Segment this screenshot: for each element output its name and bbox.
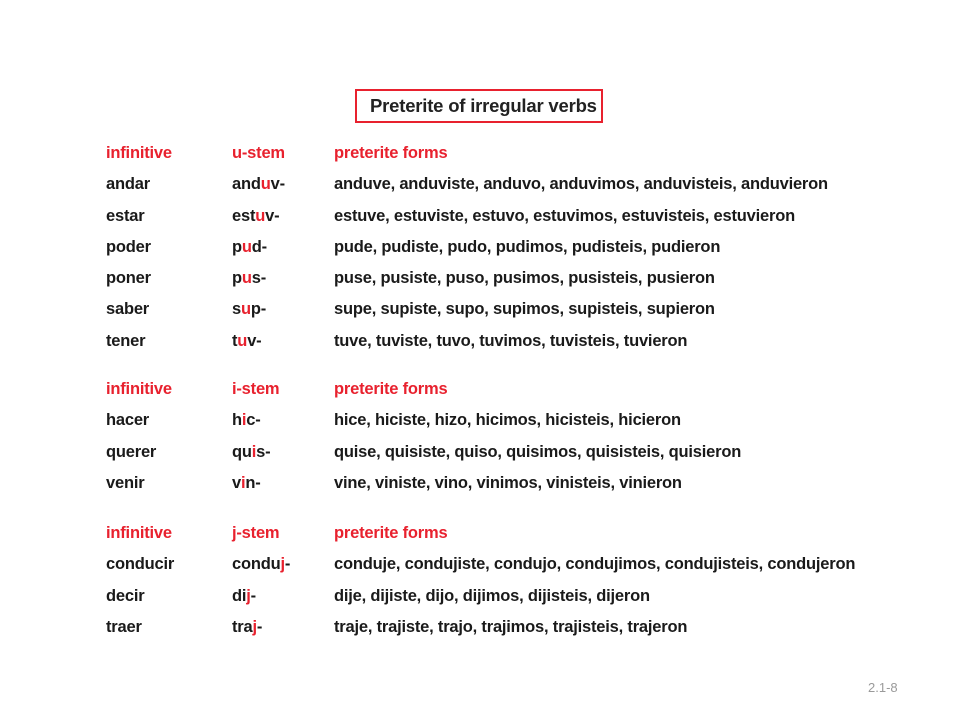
stem: sup-: [232, 300, 267, 319]
header-forms: preterite forms: [334, 380, 448, 398]
preterite-forms: supe, supiste, supo, supimos, supisteis, supieron: [334, 300, 715, 319]
header-stem: j-stem: [232, 524, 280, 542]
preterite-forms: puse, pusiste, puso, pusimos, pusisteis, pusieron: [334, 269, 715, 288]
stem: quis-: [232, 442, 271, 461]
stem: estuv-: [232, 206, 280, 225]
slide-title: Preterite of irregular verbs: [355, 89, 603, 123]
preterite-forms: tuve, tuviste, tuvo, tuvimos, tuvisteis, tuvieron: [334, 331, 688, 350]
header-stem: i-stem: [232, 380, 280, 398]
infinitive: conducir: [106, 555, 175, 574]
stem: vin-: [232, 473, 261, 492]
preterite-forms: conduje, condujiste, condujo, condujimos, condujisteis, condujeron: [334, 555, 856, 574]
stem: conduj-: [232, 555, 291, 574]
stem: pud-: [232, 237, 267, 256]
infinitive: saber: [106, 300, 150, 319]
stem: traj-: [232, 617, 263, 636]
infinitive: poner: [106, 269, 151, 288]
infinitive: andar: [106, 175, 150, 194]
infinitive: venir: [106, 473, 145, 492]
stem: hic-: [232, 411, 261, 430]
infinitive: decir: [106, 586, 145, 605]
infinitive: hacer: [106, 411, 150, 430]
infinitive: poder: [106, 237, 151, 256]
preterite-forms: traje, trajiste, trajo, trajimos, trajisteis, trajeron: [334, 617, 688, 636]
header-forms: preterite forms: [334, 524, 448, 542]
preterite-forms: anduve, anduviste, anduvo, anduvimos, anduvisteis, anduvieron: [334, 175, 828, 194]
stem: tuv-: [232, 331, 262, 350]
preterite-forms: estuve, estuviste, estuvo, estuvimos, estuvisteis, estuvieron: [334, 206, 795, 225]
infinitive: traer: [106, 617, 142, 636]
stem: anduv-: [232, 175, 285, 194]
header-stem: u-stem: [232, 144, 285, 162]
header-forms: preterite forms: [334, 144, 448, 162]
header-infinitive: infinitive: [106, 380, 172, 398]
stem: pus-: [232, 269, 267, 288]
preterite-forms: pude, pudiste, pudo, pudimos, pudisteis, pudieron: [334, 237, 721, 256]
infinitive: estar: [106, 206, 145, 225]
infinitive: tener: [106, 331, 146, 350]
stem: dij-: [232, 586, 256, 605]
header-infinitive: infinitive: [106, 524, 172, 542]
preterite-forms: hice, hiciste, hizo, hicimos, hicisteis, hicieron: [334, 411, 681, 430]
preterite-forms: dije, dijiste, dijo, dijimos, dijisteis, dijeron: [334, 586, 650, 605]
infinitive: querer: [106, 442, 157, 461]
header-infinitive: infinitive: [106, 144, 172, 162]
preterite-forms: quise, quisiste, quiso, quisimos, quisisteis, quisieron: [334, 442, 742, 461]
preterite-forms: vine, viniste, vino, vinimos, vinisteis, vinieron: [334, 473, 682, 492]
page-number: 2.1-8: [868, 680, 898, 695]
